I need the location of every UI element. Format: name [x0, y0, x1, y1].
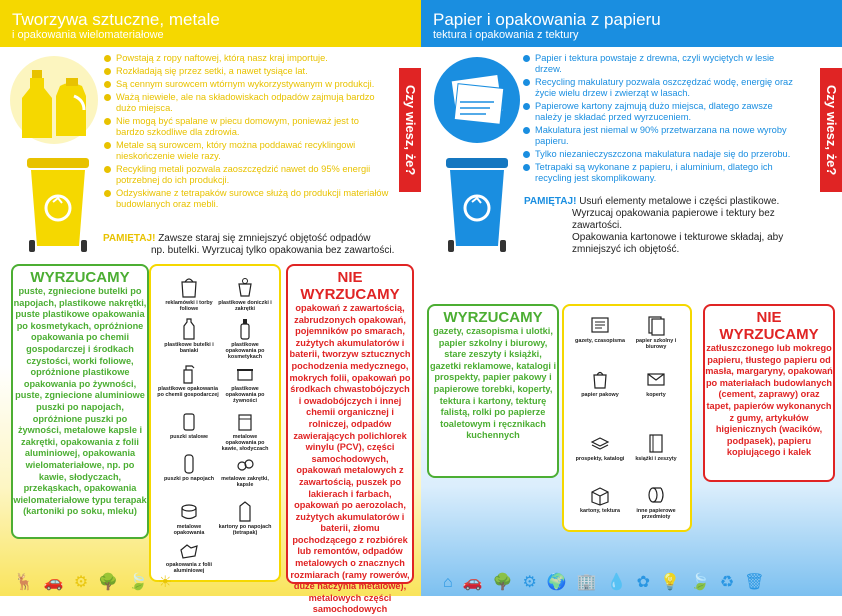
plastic-bag-icon	[179, 276, 199, 298]
notebook-icon	[645, 432, 667, 454]
icon-cell: plastikowe opakowania po żywności	[217, 362, 273, 405]
panel-header	[421, 0, 842, 47]
facts-list	[104, 53, 389, 212]
fact-item: Ważą niewiele, ale na składowiskach odpadów zajmują bardzo dużo miejsca.	[104, 92, 389, 114]
icon-cell: puszki stalowe	[161, 410, 217, 440]
plastic-bottles-icon	[8, 52, 100, 148]
icon-cell: inne papierowe przedmioty	[628, 484, 684, 520]
food-container-icon	[235, 362, 255, 384]
leaf-icon: 🍃	[689, 574, 710, 591]
icon-cell: metalowe opakowania po kawie, słodyczach	[217, 410, 273, 453]
did-you-know-tab: Czy wiesz, że?	[820, 68, 842, 192]
building-icon: 🏢	[576, 574, 597, 591]
envelope-icon	[645, 368, 667, 390]
icon-cell: kartony po napojach (tetrapak)	[217, 500, 273, 536]
icon-cell: koperty	[628, 368, 684, 398]
icon-cell: książki i zeszyty	[628, 432, 684, 462]
spray-bottle-icon	[178, 362, 198, 384]
panel-subtitle: tektura i opakowania z tektury	[433, 29, 579, 41]
catalog-icon	[589, 432, 611, 454]
rejected-waste-box	[286, 264, 414, 615]
accepted-items-grid	[149, 264, 281, 582]
bullet-icon	[523, 127, 530, 134]
flower-pot-icon	[235, 276, 255, 298]
icon-cell: prospekty, katalogi	[572, 432, 628, 462]
rejected-text: zatłuszczonego lub mokrego papieru, tłustego papieru od masła, margaryny, opakowań po materiałach budowlanych (cement, zaprawy) oraz tapet, papierów wykonanych z gumy, artykułów higienicznych (wacików, podpasek), papieru kopiującego i kalek	[705, 343, 833, 458]
rejected-text: opakowań z zawartością, zabrudzonych opakowań, pojemników po smarach, zużytych akumulatorów i baterii, tworzyw sztucznych pochodzenia medycznego, mokrych folii, opakowań po środkach chwastobójczych i owadobójczych i innej chemii organicznej i rolniczej, odpadów zawierających polichlorek winylu (PCV), części samochodowych, opakowań metalowych z zawartością, puszek po lakierach i farbach, opakowań po aerozolach, zużytych akumulatorów i baterii, złomu pochodzącego z rozbiórek lub remontów, odpadów metalowych o znacznych rozmiarach (ramy rowerów, duże naczynia metalowe), metalowych części samochodowych	[289, 303, 411, 615]
did-you-know-tab: Czy wiesz, że?	[399, 68, 421, 192]
bullet-icon	[523, 151, 530, 158]
rejected-title: NIE WYRZUCAMY	[719, 309, 819, 343]
flower-icon: ✿	[636, 574, 651, 591]
bullet-icon	[104, 166, 111, 173]
paper-bag-icon	[589, 368, 611, 390]
steel-can-icon	[179, 410, 199, 432]
accepted-title: WYRZUCAMY	[443, 309, 543, 326]
lightbulb-icon: 💡	[660, 574, 680, 591]
leaf-icon: 🍃	[128, 574, 149, 591]
remember-label: PAMIĘTAJ!	[103, 233, 156, 244]
panel-title: Tworzywa sztuczne, metale	[12, 10, 220, 29]
water-drop-icon: 💧	[606, 574, 627, 591]
tetrapak-icon	[235, 500, 255, 522]
car-icon: 🚗	[462, 574, 483, 591]
icon-cell: kartony, tektura	[572, 484, 628, 514]
metal-tin-icon	[179, 500, 199, 522]
plastic-bottle-icon	[179, 318, 199, 340]
rejected-title: NIE WYRZUCAMY	[300, 269, 400, 303]
bullet-icon	[104, 68, 111, 75]
accepted-waste-box	[11, 264, 149, 539]
bullet-icon	[523, 55, 530, 62]
fact-item: Papier i tektura powstaje z drewna, czyli wyciętych w lesie drzew.	[523, 53, 795, 75]
icon-cell: papier szkolny i biurowy	[628, 314, 684, 350]
globe-icon: 🌍	[546, 574, 567, 591]
bullet-icon	[104, 55, 111, 62]
footer-icons	[14, 574, 172, 592]
newspaper-icon	[589, 314, 611, 336]
fact-item: Tetrapaki są wykonane z papieru, i aluminium, dlatego ich recycling jest skomplikowany.	[523, 162, 795, 184]
remember-label: PAMIĘTAJ!	[524, 196, 577, 207]
footer-icons	[443, 574, 765, 592]
bin-icon: 🗑	[744, 574, 765, 591]
icon-cell: puszki po napojach	[161, 452, 217, 482]
fact-item: Recykling metali pozwala zaoszczędzić nawet do 95% energii potrzebnej do ich produkcji.	[104, 164, 389, 186]
car-icon: 🚗	[43, 574, 64, 591]
accepted-items-grid	[562, 304, 692, 532]
gear-icon: ⚙	[522, 574, 537, 591]
panel-header	[0, 0, 421, 47]
bullet-icon	[104, 94, 111, 101]
house-icon: ⌂	[443, 574, 453, 591]
icon-cell: metalowe zakrętki, kapsle	[217, 452, 273, 488]
fact-item: Metale są surowcem, który można poddawać recyklingowi nieskończenie wiele razy.	[104, 140, 389, 162]
yellow-recycling-bin-icon	[25, 156, 91, 256]
deer-icon: 🦌	[14, 574, 34, 591]
fact-item: Są cennym surowcem wtórnym wykorzystywanym w produkcji.	[104, 79, 389, 90]
bullet-icon	[523, 79, 530, 86]
bottle-caps-icon	[235, 452, 255, 474]
fact-item: Papierowe kartony zajmują dużo miejsca, dlatego zawsze należy je składać przed wyrzuceniem.	[523, 101, 795, 123]
bullet-icon	[523, 103, 530, 110]
drink-can-icon	[179, 452, 199, 474]
accepted-waste-box	[427, 304, 559, 478]
blue-recycling-bin-icon	[444, 156, 510, 256]
facts-list	[523, 53, 795, 186]
paper-sheets-icon	[645, 314, 667, 336]
icon-cell: reklamówki i torby foliowe	[161, 276, 217, 312]
recycle-icon: ♻	[719, 574, 735, 591]
plastics-metals-panel	[0, 0, 421, 615]
cosmetic-bottle-icon	[235, 318, 255, 340]
fact-item: Odzyskiwane z tetrapaków surowce służą do produkcji materiałów budowlanych oraz mebli.	[104, 188, 389, 210]
bullet-icon	[523, 164, 530, 171]
panel-subtitle: i opakowania wielomateriałowe	[12, 29, 164, 41]
bullet-icon	[104, 81, 111, 88]
fact-item: Nie mogą być spalane w piecu domowym, ponieważ jest to bardzo szkodliwe dla zdrowia.	[104, 116, 389, 138]
foil-wrap-icon	[179, 542, 199, 560]
fact-item: Tylko niezanieczyszczona makulatura nadaje się do przerobu.	[523, 149, 795, 160]
sun-icon: ☀	[158, 574, 173, 591]
fact-item: Recycling makulatury pozwala oszczędzać wodę, energię oraz życie wielu drzew i zwierząt w lasach.	[523, 77, 795, 99]
icon-cell: plastikowe doniczki i zakrętki	[217, 276, 273, 312]
panel-title: Papier i opakowania z papieru	[433, 10, 661, 29]
coffee-can-icon	[235, 410, 255, 432]
icon-cell: plastikowe opakowania po chemii gospodarczej	[157, 362, 219, 398]
icon-cell: gazety, czasopisma	[572, 314, 628, 344]
icon-cell: opakowania z folii aluminiowej	[161, 542, 217, 574]
icon-cell: plastikowe opakowania po kosmetykach	[217, 318, 273, 361]
bullet-icon	[104, 190, 111, 197]
accepted-text: puste, zgniecione butelki po napojach, plastikowe nakrętki, puste plastikowe opakowania po kosmetykach, opróżnione opakowania po chemii gospodarczej i środkach czystości, worki foliowe, opróżnione plastikowe opakowania po żywności, puste, zgniecione aluminiowe puszki po napojach, opróżnione puszki po żywności, metalowe kapsle i zakrętki, opakowania z folii aluminiowej, opakowania wielomateriałowe, np. po kawie, słodyczach, przekąskach, opakowania wielomateriałowe typu terapak (kartoniki po soku, mleku)	[13, 286, 147, 517]
icon-cell: papier pakowy	[572, 368, 628, 398]
tree-icon: 🌳	[492, 574, 513, 591]
fact-item: Makulatura jest niemal w 90% przetwarzana na nowe wyroby papieru.	[523, 125, 795, 147]
accepted-title: WYRZUCAMY	[30, 269, 130, 286]
paper-stack-icon	[432, 52, 522, 148]
accepted-text: gazety, czasopisma i ulotki, papier szkolny i biurowy, stare zeszyty i książki, gazetki reklamowe, katalogi i prospekty, papier pakowy i papierowe torebki, koperty, tektura i kartony, tekturę falistą, rolki po papierze toaletowym i ręcznikach kuchennych	[429, 326, 557, 441]
paper-panel	[421, 0, 842, 596]
tree-icon: 🌳	[98, 574, 119, 591]
fact-item: Powstają z ropy naftowej, którą nasz kraj importuje.	[104, 53, 389, 64]
icon-cell: plastikowe butelki i baniaki	[161, 318, 217, 354]
paper-roll-icon	[645, 484, 667, 506]
icon-cell: metalowe opakowania	[161, 500, 217, 536]
fact-item: Rozkładają się przez setki, a nawet tysiące lat.	[104, 66, 389, 77]
cardboard-box-icon	[589, 484, 611, 506]
bullet-icon	[104, 142, 111, 149]
rejected-waste-box	[703, 304, 835, 482]
remember-note: PAMIĘTAJ! Usuń elementy metalowe i części plastikowe. Wyrzucaj opakowania papierowe i tektury bez zawartości. Opakowania kartonowe i tekturowe składaj, aby zmniejszyć ich objętość.	[524, 196, 784, 255]
bullet-icon	[104, 118, 111, 125]
remember-note: PAMIĘTAJ! Zawsze staraj się zmniejszyć objętość odpadów np. butelki. Wyrzucaj tylko opakowania bez zawartości.	[103, 233, 395, 256]
gear-icon: ⚙	[73, 574, 89, 591]
